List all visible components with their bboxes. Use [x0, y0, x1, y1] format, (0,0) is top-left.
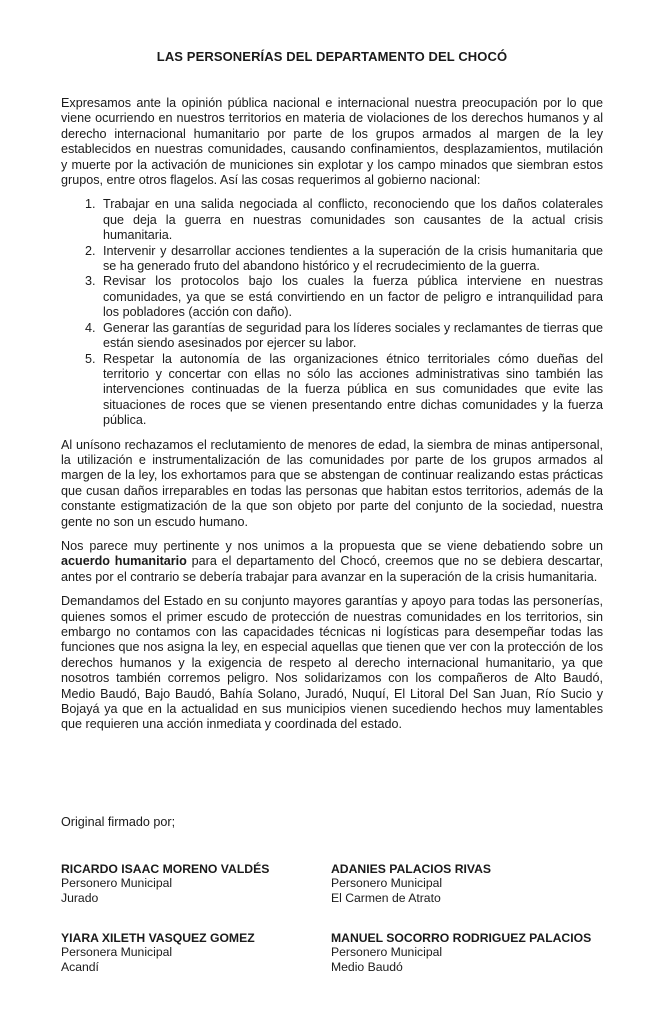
list-item: 3. Revisar los protocolos bajo los cuales la fuerza pública interviene en nuestras comunidades, ya que se está convirtiendo en un factor de peligro e intranquilidad para los pobladores (acción con daño). — [99, 274, 603, 320]
list-item: 4. Generar las garantías de seguridad para los líderes sociales y reclamantes de tierras que están siendo asesinados por ejercer su labor. — [99, 321, 603, 352]
signature-block — [331, 931, 591, 974]
signatory-place: Medio Baudó — [331, 959, 403, 974]
intro-paragraph: Expresamos ante la opinión pública nacional e internacional nuestra preocupación por lo que viene ocurriendo en nuestros territorios en materia de violaciones de los derechos humanos y al derecho internacional humanitario por parte de los grupos armados al margen de la ley establecidos en nuestras comunidades, causando confinamientos, desplazamientos, mutilación y muerte por la activación de municiones sin explotar y los campo minados que siembran estos grupos, entre otros flagelos. Así las cosas requerimos al gobierno nacional: — [61, 96, 603, 188]
signatory-role: Personera Municipal — [61, 945, 173, 960]
signatory-name: YIARA XILETH VASQUEZ GOMEZ — [61, 931, 255, 945]
signature-block — [61, 931, 255, 974]
signatory-place: El Carmen de Atrato — [331, 890, 441, 905]
signatory-name: RICARDO ISAAC MORENO VALDÉS — [61, 862, 270, 876]
text-span: para el departamento del Chocó, creemos que no se debiera descartar, antes por el contrario se debería trabajar para avanzar en la superación de la crisis humanitaria. — [61, 554, 604, 584]
demands-paragraph: Demandamos del Estado en su conjunto mayores garantías y apoyo para todas las personerías, quienes somos el primer escudo de protección de nuestras comunidades en los territorios, sin embargo no contamos con las capacidades técnicas ni logísticas para desempeñar todas las funciones que nos asigna la ley, en especial aquellas que tienen que ver con la protección de los derechos humanos y la exigencia de respeto al derecho internacional humanitario, ya que nosotros también corremos peligro. Nos solidarizamos con los compañeros de Alto Baudó, Medio Baudó, Bajo Baudó, Bahía Solano, Juradó, Nuquí, El Litoral Del San Juan, Río Sucio y Bojayá ya que en la actualidad en sus municipios vienen sucediendo hechos muy lamentables que requieren una acción inmediata y coordinada del estado. — [61, 594, 603, 732]
text-span: Nos parece muy pertinente y nos unimos a la propuesta que se viene debatiendo sobre un — [61, 538, 603, 553]
signature-block — [61, 862, 269, 905]
signatory-place: Jurado — [61, 890, 99, 905]
signatory-role: Personero Municipal — [331, 945, 443, 960]
signatory-name: ADANIES PALACIOS RIVAS — [331, 862, 492, 876]
list-item: 1. Trabajar en una salida negociada al conflicto, reconociendo que los daños colaterales que deja la guerra en nuestras comunidades son causantes de la actual crisis humanitaria. — [99, 197, 603, 243]
list-item: 2. Intervenir y desarrollar acciones tendientes a la superación de la crisis humanitaria que se ha generado fruto del abandono histórico y el recrudecimiento de la guerra. — [99, 244, 603, 275]
signatory-name: MANUEL SOCORRO RODRIGUEZ PALACIOS — [331, 931, 592, 945]
requests-list — [61, 197, 603, 428]
humanitarian-agreement-paragraph — [61, 539, 603, 585]
signatory-role: Personero Municipal — [331, 876, 443, 891]
document-body — [61, 96, 603, 742]
signatory-place: Acandí — [61, 959, 99, 974]
signature-block — [331, 862, 491, 905]
rejection-paragraph: Al unísono rechazamos el reclutamiento de menores de edad, la siembra de minas antipersonal, la utilización e instrumentalización de las comunidades por parte de los grupos armados al margen de la ley, los exhortamos para que se abstengan de continuar realizando estas prácticas que cusan daños irreparables en todas las personas que habitan estos territorios, además de la constante estigmatización de la que son objeto por parte del conjunto de la sociedad, nuestra gente no son un escudo humano. — [61, 437, 603, 529]
bold-text: acuerdo humanitario — [61, 554, 187, 569]
signatory-role: Personero Municipal — [61, 876, 173, 891]
document-title: LAS PERSONERÍAS DEL DEPARTAMENTO DEL CHOCÓ — [156, 49, 508, 64]
closing-line: Original firmado por; — [61, 815, 176, 829]
list-item: 5. Respetar la autonomía de las organizaciones étnico territoriales cómo dueñas del territorio y concertar con ellas no sólo las acciones administrativas sino también las intervenciones continuadas de la fuerza pública en sus comunidades que evite las situaciones de roces que se vienen presentando entre dichas comunidades y la fuerza pública. — [99, 352, 603, 429]
